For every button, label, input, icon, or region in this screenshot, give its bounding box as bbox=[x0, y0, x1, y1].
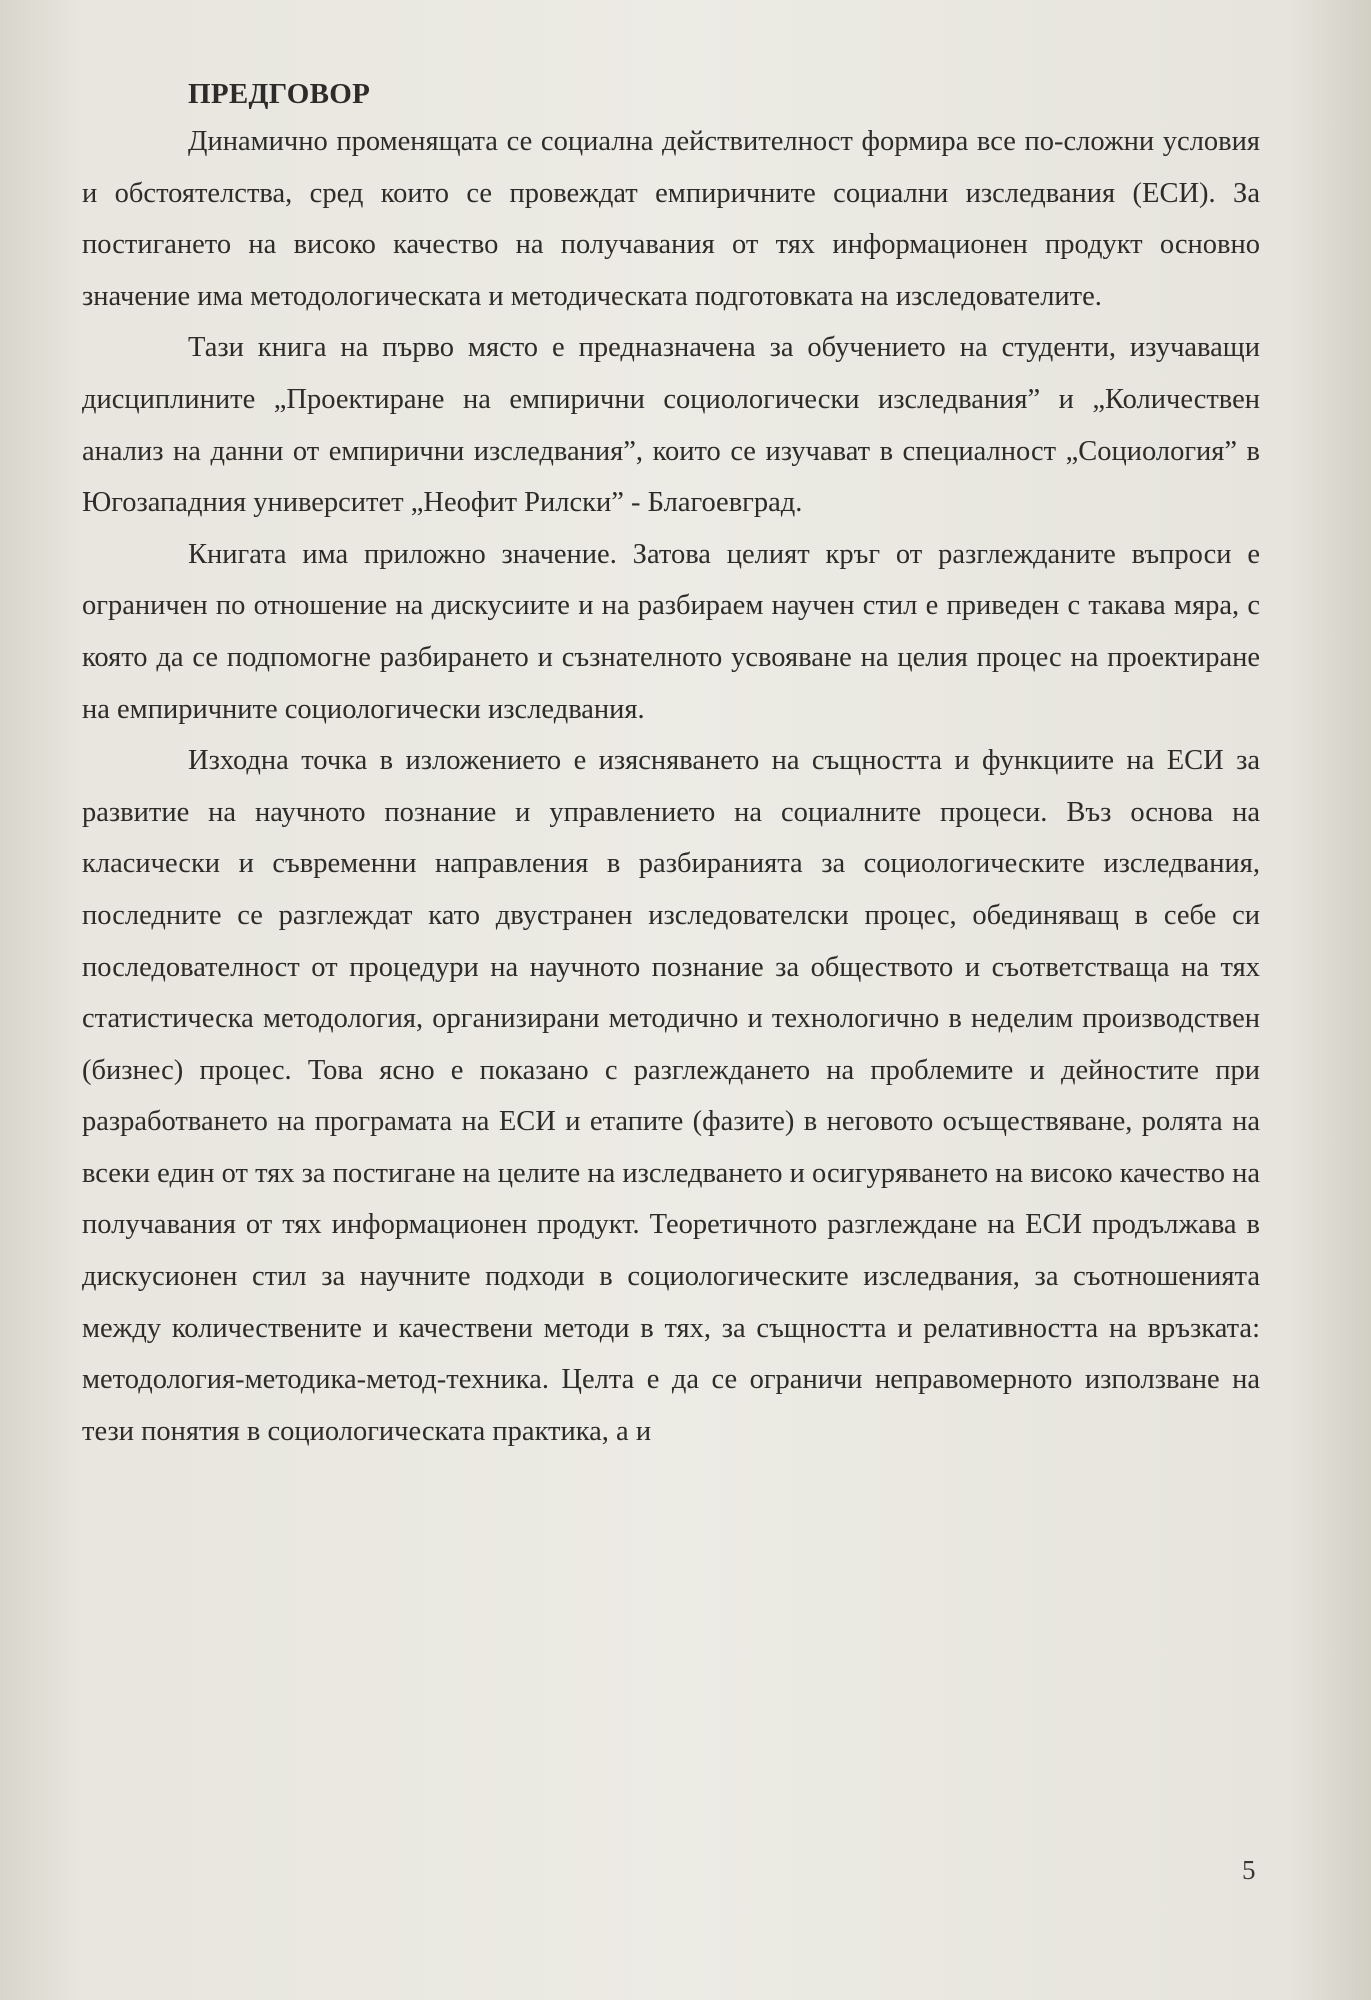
section-heading: ПРЕДГОВОР bbox=[188, 78, 371, 110]
paragraph-2: Тази книга на първо място е предназначена за обучението на студенти, изучаващи дисциплините „Проектиране на емпирични социологически изследвания” и „Количествен анализ на данни от емпирични изследвания”, които се изучават в специалност „Социология” в Югозападния университет „Неофит Рилски” - Благоевград. bbox=[82, 332, 1260, 519]
page-body bbox=[82, 72, 1260, 1457]
paragraph-4: Изходна точка в изложението е изясняването на същността и функциите на ЕСИ за развитие на научното познание и управлението на социалните процеси. Въз основа на класически и съвременни направления в разбиранията за социологическите изследвания, последните се разглеждат като двустранен изследователски процес, обединяващ в себе си последователност от процедури на научното познание за обществото и съответстваща на тях статистическа методология, организирани методично и технологично в неделим производствен (бизнес) процес. Това ясно е показано с разглеждането на проблемите и дейностите при разработването на програмата на ЕСИ и етапите (фазите) в неговото осъществяване, ролята на всеки един от тях за постигане на целите на изследването и осигуряването на високо качество на получавания от тях информационен продукт. Теоретичното разглеждане на ЕСИ продължава в дискусионен стил за научните подходи в социологическите изследвания, за съотношенията между количествените и качествени методи в тях, за същността и релативността на връзката: методология-методика-метод-техника. Целта е да се ограничи неправомерното използване на тези понятия в социологическата практика, а и bbox=[82, 745, 1260, 1447]
page-number: 5 bbox=[1242, 1855, 1256, 1885]
paragraph-3: Книгата има приложно значение. Затова целият кръг от разглежданите въпроси е ограничен по отношение на дискусиите и на разбираем научен стил е приведен с такава мяра, с която да се подпомогне разбирането и съзнателното усвояване на целия процес на проектиране на емпиричните социологически изследвания. bbox=[82, 538, 1260, 725]
paragraph-1: Динамично променящата се социална действителност формира все по-сложни условия и обстоятелства, сред които се провеждат емпиричните социални изследвания (ЕСИ). За постигането на високо качество на получавания от тях информационен продукт основно значение има методологическата и методическата подготовката на изследователите. bbox=[82, 126, 1260, 312]
